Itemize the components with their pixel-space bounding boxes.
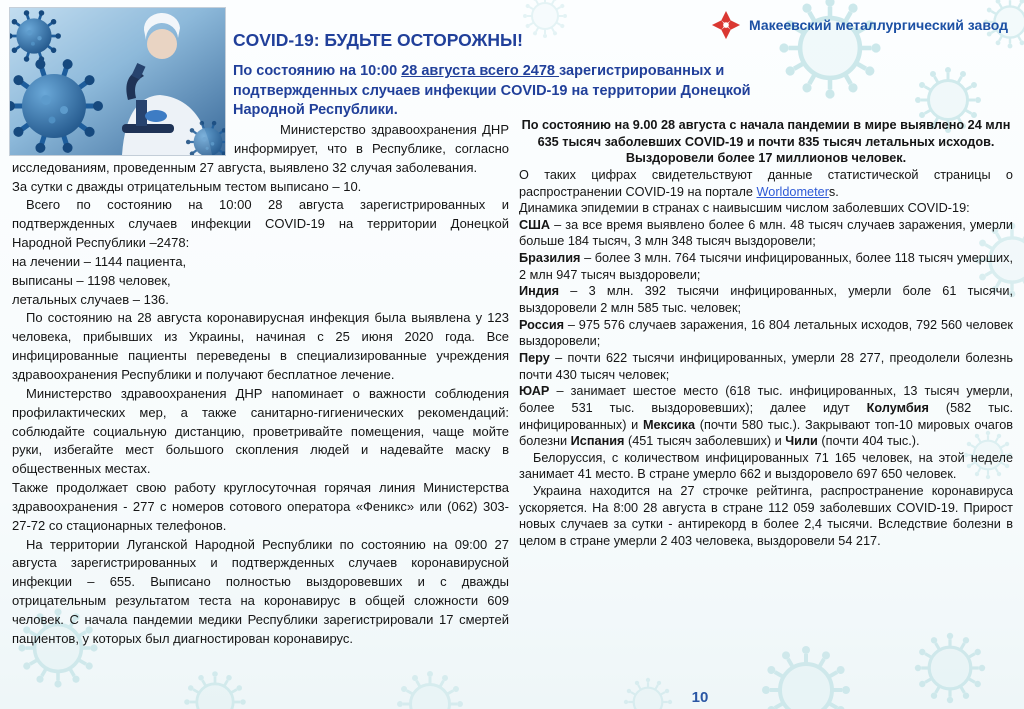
country-name: Чили [785, 434, 818, 449]
country-stats: – занимает шестое место (618 тыс. инфицированных, 13 тысяч умерли, более 531 тыс. выздоровевших); далее идут [519, 384, 1013, 415]
stat-on-treatment: на лечении – 1144 пациента, [12, 253, 187, 269]
paragraph-ukraine-arrivals: По состоянию на 28 августа коронавирусная инфекция была выявлена у 123 человека, прибывших из Украины, начиная с 25 июня 2020 года. Все инфицированные пациенты переведены в специализированные учреждения здравоохранения Республики и получают бесплатное лечение. [12, 310, 509, 382]
paragraph-world-intro: По состоянию на 9.00 28 августа с начала пандемии в мире выявлено 24 млн 635 тысяч заболевших COVID-19 и почти 835 тысяч летальных исходов. Выздоровели более 17 миллионов человек. [521, 118, 1011, 166]
paragraph-ministry-report: Министерство здравоохранения ДНР информирует, что в Республике, согласно исследованиям, проведенным 27 августа, выявлено 32 случая заболевания. [12, 122, 509, 175]
country-stats: – за все время выявлено более 6 млн. 48 тысяч случаев заражения, умерли больше 184 тысяч, 3 млн 348 тысяч выздоровели; [519, 217, 1013, 249]
paragraph-prevention: Министерство здравоохранения ДНР напоминает о важности соблюдения профилактических мер, а также санитарно-гигиенических рекомендаций: соблюдайте социальную дистанцию, проветривайте помещения, чаще мойте руки, избегайте мест большого скопления людей и надевайте маску в общественных местах. [12, 385, 509, 477]
right-column [519, 117, 1013, 550]
country-name: Перу [519, 350, 550, 365]
country-stats: (почти 580 тыс.). Закрывают топ-10 мировых очагов болезни [519, 417, 1014, 449]
paragraph-usa [519, 217, 1013, 250]
paragraph-lnr: На территории Луганской Народной Республики по состоянию на 09:00 27 августа зарегистрированных и подтвержденных случаев коронавирусной инфекции – 655. Выписано полностью выздоровевших и с дважды отрицательным результатом теста на коронавирус в общей сложности 609 человек. С начала пандемии медики Республики зарегистрировали 17 смертей пациентов, у которых был диагностирован коронавирус. [12, 536, 509, 646]
paragraph-peru [519, 350, 1013, 383]
subtitle-rest: зарегистрированных и подтвержденных случаев инфекции COVID-19 на территории Донецкой Народной Республики. [233, 63, 751, 119]
country-stats: (582 тыс. инфицированных) и [519, 400, 1013, 432]
logo-text: Макеевский металлургический завод [748, 17, 1008, 33]
title-block [233, 30, 813, 121]
country-name: Бразилия [519, 251, 581, 266]
country-stats: – почти 622 тысячи инфицированных, умерли 28 277, преодолели болезнь почти 430 тысяч человек; [519, 350, 1013, 382]
country-stats: (почти 404 тыс.). [817, 434, 920, 449]
stat-deaths: летальных случаев – 136. [12, 291, 169, 307]
paragraph-discharged: За сутки с дважды отрицательным тестом выписано – 10. [12, 178, 362, 194]
photo-wrap-spacer [12, 121, 234, 157]
paragraph-worldometer [519, 167, 1013, 200]
country-stats: – 975 576 случаев заражения, 16 804 летальных исходов, 792 560 человек выздоровели; [519, 317, 1013, 349]
page-title: COVID-19: БУДЬТЕ ОСТОРОЖНЫ! [233, 30, 523, 50]
country-stats: – 3 млн. 392 тысячи инфицированных, умерли боле 61 тысячи, выздоровели 2 млн 585 тыс. человек; [519, 284, 1013, 316]
subtitle-underlined: 28 августа всего 2478 [401, 63, 560, 79]
country-stats: – более 3 млн. 764 тысячи инфицированных, более 118 тысяч умерших, 2 млн 947 тысяч выздоровели; [519, 251, 1013, 282]
country-stats: (451 тысяч заболевших) и [624, 434, 786, 449]
worldometer-text: О таких цифрах свидетельствуют данные статистической страницы о распространении COVID-19 на портале [519, 167, 1013, 199]
subtitle-prefix: По состоянию на 10:00 [233, 63, 402, 79]
paragraph-india [519, 283, 1013, 316]
left-column [12, 121, 509, 649]
country-name: Мексика [642, 417, 696, 432]
paragraph-brazil [519, 250, 1013, 283]
paragraph-hotline: Также продолжает свою работу круглосуточная горячая линия Министерства здравоохранения - 277 с номеров сотового оператора «Феникс» или (062) 303-27-72 со стационарных телефонов. [12, 480, 509, 533]
page-subtitle [233, 62, 813, 121]
paragraph-total-cases: Всего по состоянию на 10:00 28 августа зарегистрированных и подтвержденных случаев инфекции COVID-19 на территории Донецкой Народной Республики –2478: [12, 197, 509, 251]
country-name: Индия [519, 284, 560, 299]
country-name: Испания [570, 434, 625, 449]
paragraph-russia [519, 317, 1013, 350]
worldometer-suffix: s. [828, 184, 839, 199]
page-number: 10 [691, 689, 709, 706]
country-name: Колумбия [866, 400, 929, 415]
country-name: США [519, 217, 551, 232]
paragraph-sa-top10 [519, 383, 1013, 450]
stat-discharged: выписаны – 1198 человек, [12, 272, 171, 288]
paragraph-ukraine: Украина находится на 27 строчке рейтинга, распространение коронавируса ускоряется. На 8:00 28 августа в стране 112 059 заболевших COVID-19. Прирост новых случаев за сутки - антирекорд в более 2,4 тысячи. Вследствие болезни в целом в стране умерли 2 403 человека, выздоровели 54 217. [519, 484, 1013, 549]
country-name: ЮАР [519, 384, 550, 399]
paragraph-belarus: Белоруссия, с количеством инфицированных 71 165 человек, на этой неделе занимает 41 место. В стране умерло 662 и выздоровело 697 650 человек. [519, 450, 1013, 482]
paragraph-dynamics: Динамика эпидемии в странах с наивысшим числом заболевших COVID-19: [519, 201, 970, 216]
country-name: Россия [519, 317, 565, 332]
worldometer-link[interactable]: Worldometer [756, 184, 829, 199]
